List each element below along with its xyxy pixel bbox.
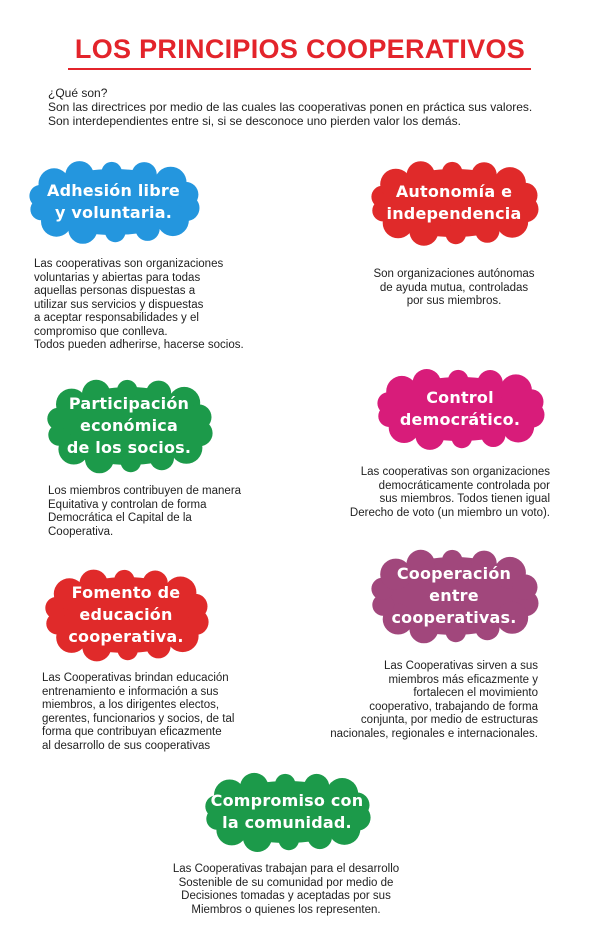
- cloud-adhesion: [22, 158, 205, 246]
- cloud-label-line: educación: [79, 605, 173, 624]
- cloud-label-line: Compromiso con: [210, 791, 364, 810]
- desc-line: Derecho de voto (un miembro un voto).: [349, 506, 550, 519]
- desc-line: conjunta, por medio de estructuras: [360, 714, 538, 726]
- cloud-label: [22, 158, 205, 246]
- cloud-label-line: la comunidad.: [222, 813, 352, 832]
- cloud-label: [364, 158, 544, 248]
- cloud-label-line: Adhesión libre: [46, 181, 180, 200]
- desc-line: Sostenible de su comunidad por medio de: [178, 876, 394, 889]
- desc-line: Son organizaciones autónomas: [373, 268, 535, 280]
- intro-line: Son interdependientes entre si, si se desconoce uno pierden valor los demás.: [48, 114, 461, 128]
- desc-line: por sus miembros.: [406, 295, 502, 307]
- desc-line: Los miembros contribuyen de manera: [48, 485, 242, 497]
- cloud-label-line: cooperativa.: [68, 627, 184, 646]
- desc-line: Miembros o quienes los representen.: [191, 903, 381, 916]
- desc-line: a aceptar responsabilidades y el: [34, 312, 199, 324]
- cloud-label-line: Participación: [68, 394, 190, 413]
- cloud-label-line: cooperativas.: [391, 608, 517, 627]
- desc-line: democráticamente controlada por: [378, 479, 550, 492]
- cloud-label-line: Control: [426, 388, 494, 407]
- desc-line: fortalecen el movimiento: [413, 687, 538, 699]
- cloud-label: [370, 366, 550, 452]
- desc-line: sus miembros. Todos tienen igual: [379, 493, 550, 505]
- desc-line: Las cooperativas son organizaciones: [360, 466, 550, 478]
- desc-line: Todos pueden adherirse, hacerse socios.: [34, 339, 244, 351]
- desc-participacion: [48, 485, 241, 539]
- desc-line: aquellas personas dispuestas a: [34, 285, 196, 297]
- desc-line: forma que contribuyan eficazmente: [42, 726, 222, 738]
- cloud-participacion: [40, 376, 218, 476]
- cloud-cooperacion: [364, 546, 544, 646]
- desc-line: nacionales, regionales e internacionales.: [330, 727, 538, 740]
- desc-control: [330, 466, 550, 520]
- page-title: LOS PRINCIPIOS COOPERATIVOS: [74, 34, 526, 64]
- cloud-label: [38, 566, 214, 664]
- cloud-label: [364, 546, 544, 646]
- desc-line: cooperativo, trabajando de forma: [369, 700, 538, 713]
- cloud-label-line: Cooperación: [396, 564, 512, 583]
- desc-line: Decisiones tomadas y aceptadas por sus: [181, 890, 391, 902]
- desc-compromiso: [150, 863, 422, 917]
- desc-line: Las Cooperativas brindan educación: [42, 672, 229, 684]
- desc-fomento: [42, 672, 234, 753]
- cloud-label-line: Autonomía e: [395, 182, 513, 201]
- cloud-fomento: [38, 566, 214, 664]
- desc-line: de ayuda mutua, controladas: [379, 281, 529, 294]
- desc-line: al desarrollo de sus cooperativas: [42, 739, 211, 752]
- desc-line: Equitativa y controlan de forma: [48, 498, 207, 511]
- desc-line: voluntarias y abiertas para todas: [34, 271, 201, 284]
- cloud-compromiso: [198, 770, 376, 854]
- desc-adhesion: [34, 258, 244, 353]
- cloud-label: [40, 376, 218, 476]
- desc-line: compromiso que conlleva.: [34, 325, 168, 338]
- desc-line: Las Cooperativas sirven a sus: [383, 660, 538, 672]
- desc-line: Cooperativa.: [48, 525, 114, 538]
- cloud-label: [198, 770, 376, 854]
- desc-autonomia: [362, 268, 546, 309]
- desc-line: miembros más eficazmente y: [388, 673, 538, 686]
- intro-line: Son las directrices por medio de las cuales las cooperativas ponen en práctica sus valores.: [48, 100, 533, 114]
- desc-line: Las cooperativas son organizaciones: [34, 258, 224, 270]
- cloud-label-line: entre: [429, 586, 479, 605]
- desc-line: entrenamiento e información a sus: [42, 685, 219, 698]
- cloud-autonomia: [364, 158, 544, 248]
- desc-cooperacion: [300, 660, 538, 741]
- cloud-label-line: democrático.: [399, 410, 521, 429]
- cloud-label-line: y voluntaria.: [55, 203, 172, 222]
- cloud-label-line: independencia: [386, 204, 522, 223]
- cloud-label-line: Fomento de: [71, 583, 181, 602]
- desc-line: utilizar sus servicios y dispuestas: [34, 298, 204, 311]
- cloud-label-line: de los socios.: [66, 438, 192, 457]
- desc-line: Democrática el Capital de la: [48, 512, 192, 524]
- desc-line: gerentes, funcionarios y socios, de tal: [42, 712, 235, 725]
- desc-line: miembros, a los dirigentes electos,: [42, 699, 220, 711]
- title-underline: [68, 68, 531, 70]
- cloud-label-line: económica: [80, 416, 178, 435]
- intro-text: [48, 86, 568, 128]
- cloud-control: [370, 366, 550, 452]
- desc-line: Las Cooperativas trabajan para el desarrollo: [172, 863, 400, 875]
- intro-line: ¿Qué son?: [48, 86, 108, 100]
